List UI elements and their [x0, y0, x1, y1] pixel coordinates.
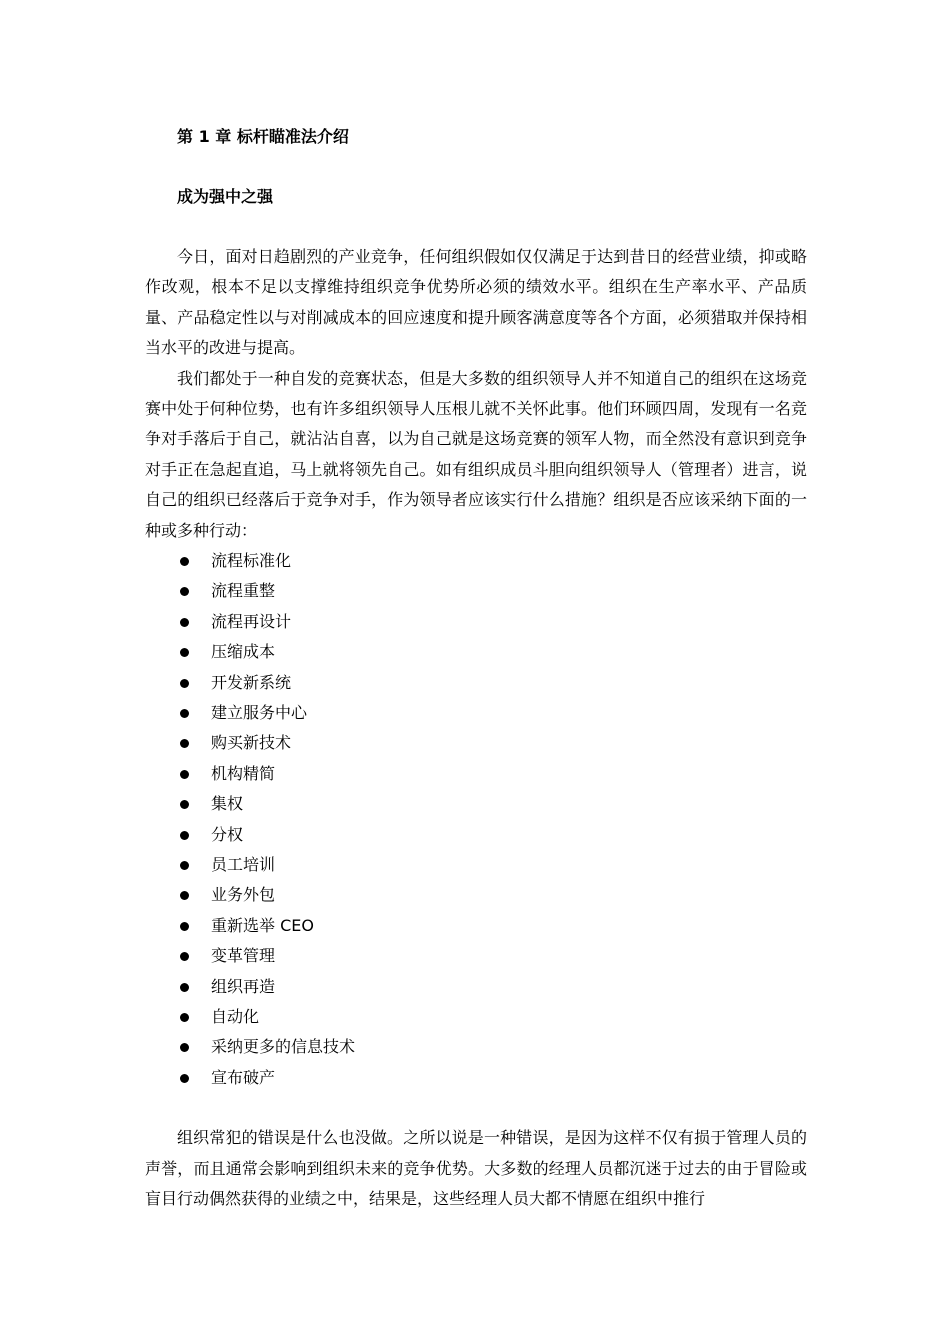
list-item	[145, 546, 807, 576]
list-item-label: 变革管理	[211, 946, 276, 966]
list-item	[145, 576, 807, 606]
list-item	[145, 941, 807, 971]
bullet-icon	[180, 709, 189, 718]
bullet-icon	[180, 1074, 189, 1083]
bullet-icon	[180, 739, 189, 748]
list-item	[145, 911, 807, 941]
bullet-icon	[180, 679, 189, 688]
list-item	[145, 759, 807, 789]
list-item	[145, 850, 807, 880]
bullet-icon	[180, 922, 189, 931]
bullet-icon	[180, 587, 189, 596]
list-item	[145, 1063, 807, 1093]
chapter-title: 第 1 章 标杆瞄准法介绍	[177, 127, 349, 146]
bullet-icon	[180, 983, 189, 992]
list-item	[145, 972, 807, 1002]
list-item-label: 流程标准化	[211, 551, 292, 571]
list-item	[145, 1032, 807, 1062]
list-item	[145, 880, 807, 910]
list-item-label: 宣布破产	[211, 1067, 276, 1087]
list-item-label: 机构精简	[211, 763, 276, 783]
list-item-label: 员工培训	[211, 854, 276, 874]
list-item-label: 开发新系统	[211, 672, 292, 692]
bullet-icon	[180, 831, 189, 840]
body-paragraph: 我们都处于一种自发的竞赛状态，但是大多数的组织领导人并不知道自己的组织在这场竞赛中处于何种位势，也有许多组织领导人压根儿就不关怀此事。他们环顾四周，发现有一名竞争对手落后于自己，就沾沾自喜，以为自己就是这场竞赛的领军人物，而全然没有意识到竞争对手正在急起直追，马上就将领先自己。如有组织成员斗胆向组织领导人（管理者）进言，说自己的组织已经落后于竞争对手，作为领导者应该实行什么措施？组织是否应该采纳下面的一种或多种行动：	[145, 368, 807, 540]
list-item-label: 建立服务中心	[211, 703, 308, 723]
list-item-label: 业务外包	[211, 885, 276, 905]
bullet-icon	[180, 648, 189, 657]
list-item	[145, 820, 807, 850]
list-item-label: 分权	[211, 824, 244, 844]
section-title: 成为强中之强	[177, 187, 274, 206]
document-page	[145, 120, 807, 1214]
list-item	[145, 607, 807, 637]
list-item-label: 重新选举 CEO	[211, 915, 314, 935]
bullet-icon	[180, 557, 189, 566]
list-item	[145, 637, 807, 667]
list-item-label: 购买新技术	[211, 733, 292, 753]
list-item	[145, 728, 807, 758]
list-item-label: 采纳更多的信息技术	[211, 1037, 356, 1057]
list-item	[145, 698, 807, 728]
list-item-label: 自动化	[211, 1006, 260, 1026]
bullet-icon	[180, 770, 189, 779]
bullet-icon	[180, 891, 189, 900]
bullet-icon	[180, 952, 189, 961]
list-item	[145, 789, 807, 819]
list-item-label: 流程再设计	[211, 611, 292, 631]
list-item-label: 压缩成本	[211, 642, 276, 662]
list-item	[145, 668, 807, 698]
bullet-icon	[180, 861, 189, 870]
list-item-label: 流程重整	[211, 581, 276, 601]
bullet-icon	[180, 1013, 189, 1022]
bullet-icon	[180, 618, 189, 627]
action-list	[145, 546, 807, 1093]
body-paragraph: 今日，面对日趋剧烈的产业竞争，任何组织假如仅仅满足于达到昔日的经营业绩，抑或略作改观，根本不足以支撑维持组织竞争优势所必须的绩效水平。组织在生产率水平、产品质量、产品稳定性以与对削减成本的回应速度和提升顾客满意度等各个方面，必须猎取并保持相当水平的改进与提高。	[145, 247, 807, 358]
list-item	[145, 1002, 807, 1032]
list-item-label: 组织再造	[211, 976, 276, 996]
list-item-label: 集权	[211, 794, 244, 814]
bullet-icon	[180, 1043, 189, 1052]
body-paragraph: 组织常犯的错误是什么也没做。之所以说是一种错误，是因为这样不仅有损于管理人员的声誉，而且通常会影响到组织未来的竞争优势。大多数的经理人员都沉迷于过去的由于冒险或盲目行动偶然获得的业绩之中，结果是，这些经理人员大都不情愿在组织中推行	[145, 1128, 807, 1208]
bullet-icon	[180, 800, 189, 809]
